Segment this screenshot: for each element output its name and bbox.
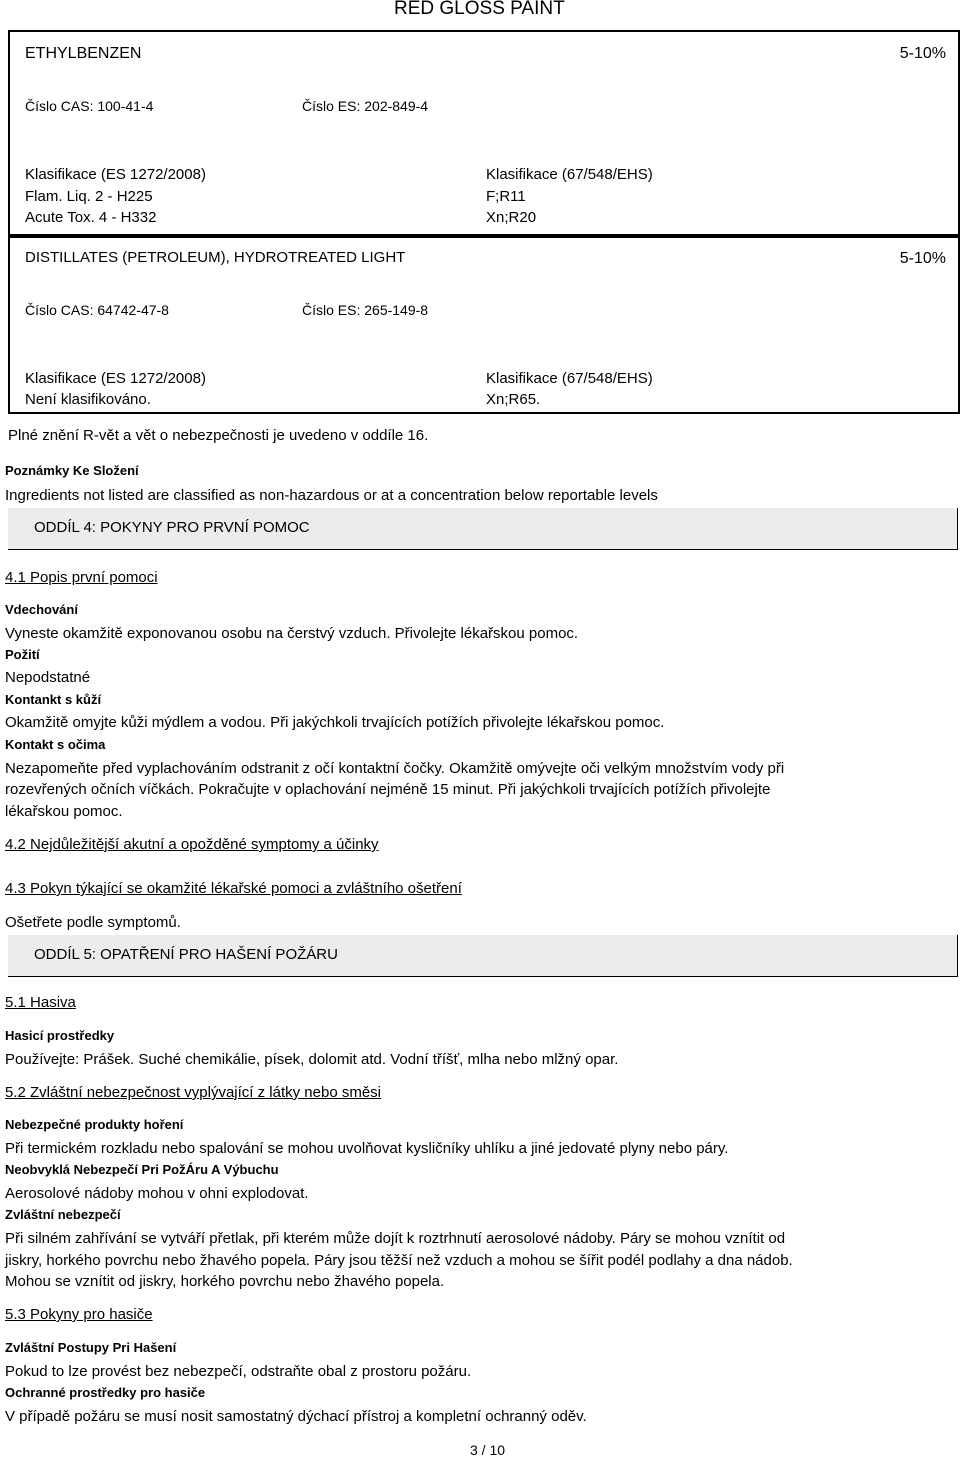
- eye-contact-text-line: rozevřených očních víčkách. Pokračujte v oplachování nejméně 15 minut. Při jakýchkoli trvajících potížích přivolejte: [5, 781, 771, 798]
- firefighter-ppe-text: V případě požáru se musí nosit samostatný dýchací přístroj a kompletní ochranný oděv.: [5, 1408, 587, 1425]
- dsd-classification-title: Klasifikace (67/548/EHS): [486, 370, 653, 387]
- subsection-5-1: 5.1 Hasiva: [5, 994, 76, 1011]
- combustion-products-text: Při termickém rozkladu nebo spalování se mohou uvolňovat kysličníky uhlíku a jiné jedovaté plyny nebo páry.: [5, 1140, 729, 1157]
- eye-contact-text-line: Nezapomeňte před vyplachováním odstranit z očí kontaktní čočky. Okamžitě omývejte oči velkým množstvím vody při: [5, 760, 785, 777]
- subsection-4-3: 4.3 Pokyn týkající se okamžité lékařské pomoci a zvláštního ošetření: [5, 880, 462, 897]
- firefighter-ppe-label: Ochranné prostředky pro hasiče: [5, 1385, 206, 1400]
- ingredient-card-distillates: [8, 236, 960, 414]
- ingestion-text: Nepodstatné: [5, 669, 91, 686]
- clp-classification-line: Acute Tox. 4 - H332: [25, 209, 157, 226]
- ec-number: Číslo ES: 202-849-4: [302, 98, 429, 114]
- eye-contact-text-line: lékařskou pomoc.: [5, 803, 123, 820]
- r-phrase-note: Plné znění R-vět a vět o nebezpečnosti je uvedeno v oddíle 16.: [8, 427, 429, 444]
- composition-notes-label: Poznámky Ke Složení: [5, 463, 139, 478]
- unusual-hazards-text: Aerosolové nádoby mohou v ohni explodovat.: [5, 1185, 309, 1202]
- dsd-classification-line: Xn;R20: [486, 209, 537, 226]
- subsection-4-2: 4.2 Nejdůležitější akutní a opožděné symptomy a účinky: [5, 836, 379, 853]
- subsection-5-3: 5.3 Pokyny pro hasiče: [5, 1306, 153, 1323]
- clp-classification-line: Flam. Liq. 2 - H225: [25, 188, 153, 205]
- clp-classification-title: Klasifikace (ES 1272/2008): [25, 370, 206, 387]
- ingredient-name: DISTILLATES (PETROLEUM), HYDROTREATED LIGHT: [25, 249, 406, 266]
- ingredient-percent: 5-10%: [899, 45, 946, 62]
- extinguishing-media-label: Hasicí prostředky: [5, 1028, 115, 1043]
- section-4-header: [8, 508, 958, 550]
- dsd-classification-line: Xn;R65.: [486, 391, 541, 408]
- inhalation-text: Vyneste okamžitě exponovanou osobu na čerstvý vzduch. Přivolejte lékařskou pomoc.: [5, 625, 579, 642]
- specific-hazards-text-line: Mohou se vznítit od jiskry, horkého povrchu nebo žhavého popela.: [5, 1273, 445, 1290]
- skin-contact-label: Kontankt s kůží: [5, 692, 102, 707]
- firefighting-procedures-text: Pokud to lze provést bez nebezpečí, odstraňte obal z prostoru požáru.: [5, 1363, 472, 1380]
- document-title: RED GLOSS PAINT: [394, 0, 565, 19]
- ingredient-card-ethylbenzene: [8, 30, 960, 236]
- ingestion-label: Požití: [5, 647, 40, 662]
- inhalation-label: Vdechování: [5, 602, 78, 617]
- specific-hazards-label: Zvláštní nebezpečí: [5, 1207, 121, 1222]
- skin-contact-text: Okamžitě omyjte kůži mýdlem a vodou. Při jakýchkoli trvajících potížích přivolejte lékařskou pomoc.: [5, 714, 665, 731]
- specific-hazards-text-line: jiskry, horkého povrchu nebo žhavého popela. Páry jsou těžší než vzduch a mohou se šířit podél podlahy a dna nádob.: [5, 1252, 793, 1269]
- dsd-classification-line: F;R11: [486, 188, 526, 205]
- section-5-title: ODDÍL 5: OPATŘENÍ PRO HAŠENÍ POŽÁRU: [34, 946, 338, 963]
- ingredient-percent: 5-10%: [899, 250, 946, 267]
- subsection-4-1: 4.1 Popis první pomoci: [5, 569, 158, 586]
- unusual-hazards-label: Neobvyklá Nebezpečí Pri PožÁru A Výbuchu: [5, 1162, 279, 1177]
- cas-number: Číslo CAS: 100-41-4: [25, 98, 154, 114]
- ec-number: Číslo ES: 265-149-8: [302, 302, 429, 318]
- clp-classification-line: Není klasifikováno.: [25, 391, 151, 408]
- extinguishing-media-text: Používejte: Prášek. Suché chemikálie, písek, dolomit atd. Vodní tříšť, mlha nebo mlžný opar.: [5, 1051, 619, 1068]
- composition-notes-text: Ingredients not listed are classified as non-hazardous or at a concentration below reportable levels: [5, 487, 658, 504]
- ingredient-name: ETHYLBENZEN: [25, 45, 142, 62]
- clp-classification-title: Klasifikace (ES 1272/2008): [25, 166, 206, 183]
- subsection-5-2: 5.2 Zvláštní nebezpečnost vyplývající z látky nebo směsi: [5, 1084, 382, 1101]
- dsd-classification-title: Klasifikace (67/548/EHS): [486, 166, 653, 183]
- page-number: 3 / 10: [470, 1442, 506, 1458]
- firefighting-procedures-label: Zvláštní Postupy Pri Hašení: [5, 1340, 177, 1355]
- specific-hazards-text-line: Při silném zahřívání se vytváří přetlak, při kterém může dojít k roztrhnutí aerosolové nádoby. Páry se mohou vznítit od: [5, 1230, 786, 1247]
- combustion-products-label: Nebezpečné produkty hoření: [5, 1117, 184, 1132]
- section-4-title: ODDÍL 4: POKYNY PRO PRVNÍ POMOC: [34, 519, 310, 536]
- subsection-4-3-text: Ošetřete podle symptomů.: [5, 914, 181, 931]
- eye-contact-label: Kontakt s očima: [5, 737, 106, 752]
- cas-number: Číslo CAS: 64742-47-8: [25, 302, 169, 318]
- section-5-header: [8, 935, 958, 977]
